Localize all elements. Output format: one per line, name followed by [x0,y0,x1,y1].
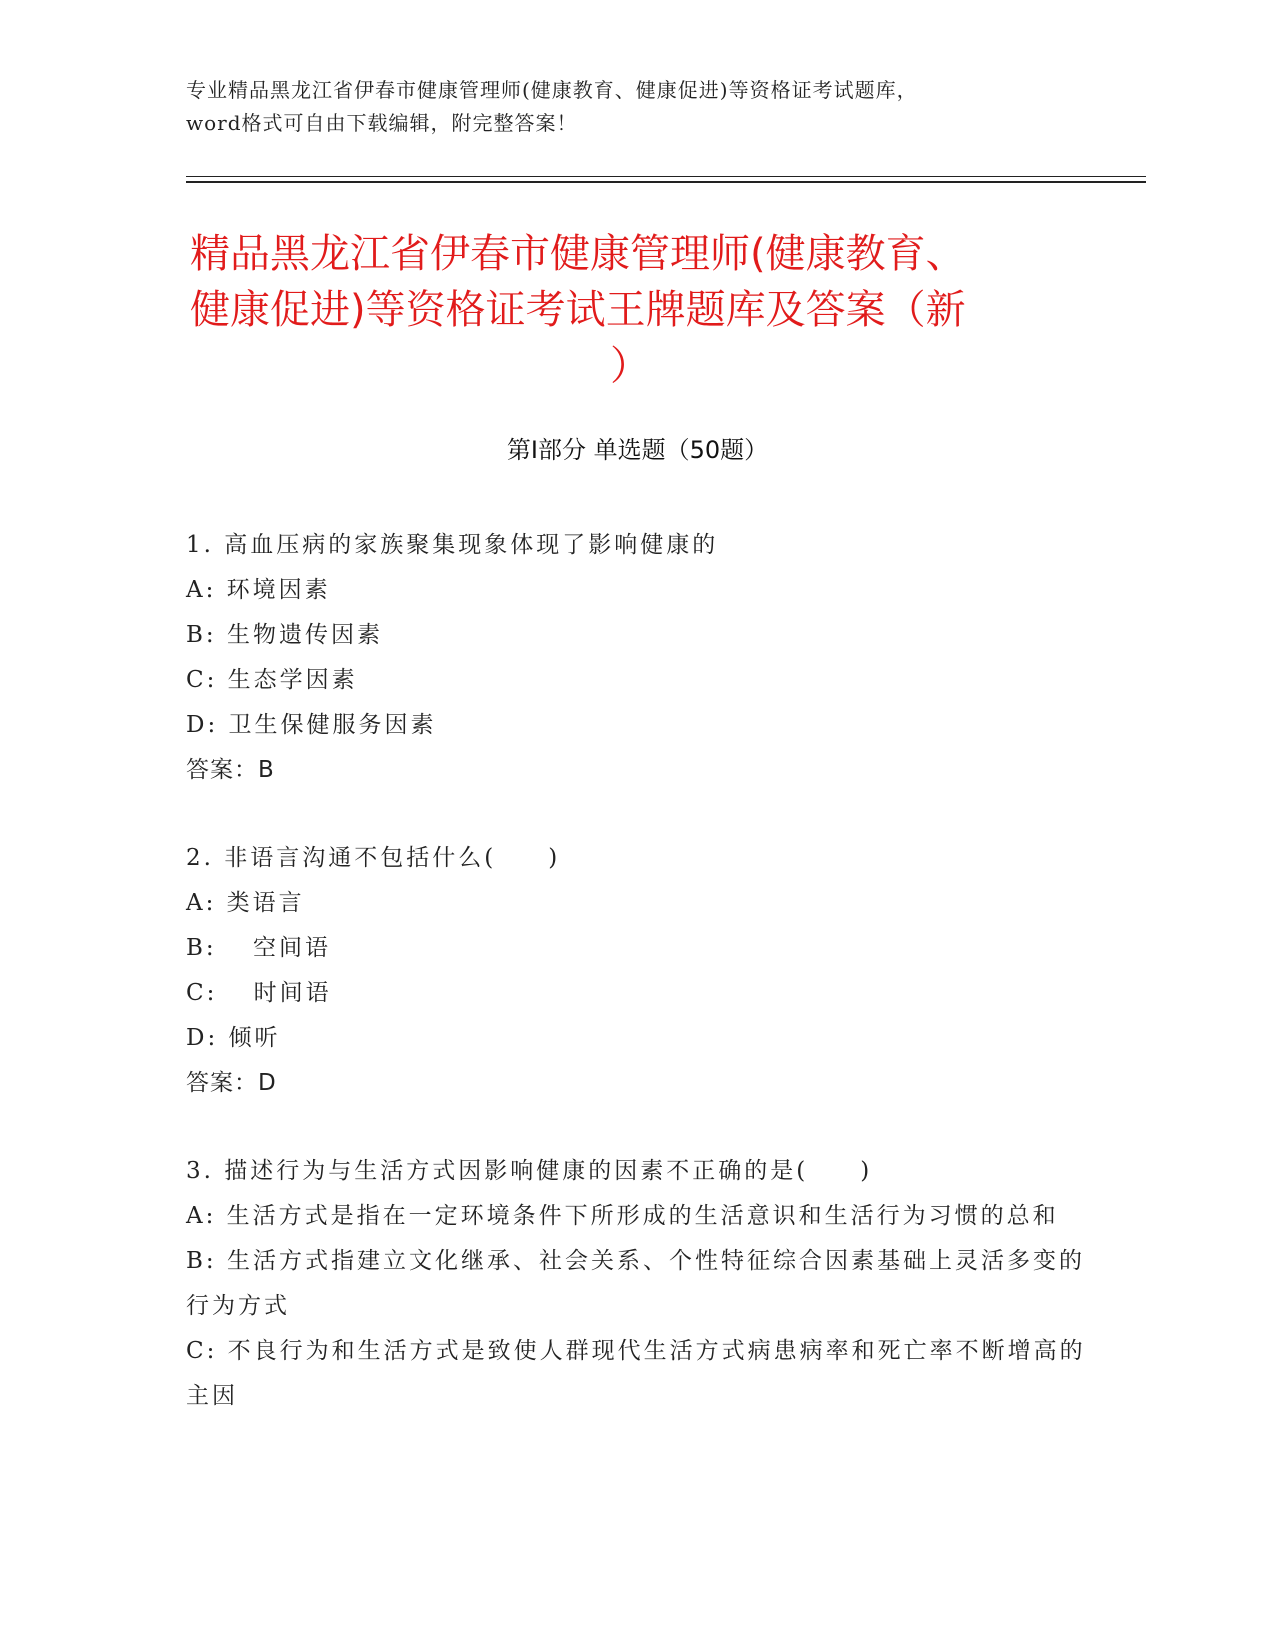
option-c: C: 时间语 [186,980,332,1006]
option-c: C: 不良行为和生活方式是致使人群现代生活方式病患病率和死亡率不断增高的主因 [186,1338,1086,1409]
question-stem: 1. 高血压病的家族聚集现象体现了影响健康的 [186,532,719,558]
document-title-line-2: 健康促进)等资格证考试王牌题库及答案（新 [190,287,966,333]
section-title: 第Ⅰ部分 单选题（50题） [506,436,769,464]
header-note-line-2: word格式可自由下载编辑，附完整答案！ [186,111,578,135]
option-a: A: 生活方式是指在一定环境条件下所形成的生活意识和生活行为习惯的总和 [186,1203,1059,1229]
header-divider-thick [186,181,1146,183]
header-note [186,74,1086,140]
question-2 [186,836,1086,1106]
answer: 答案：B [186,757,275,783]
document-title [190,226,1110,394]
question-3 [186,1149,1086,1419]
option-b: B: 空间语 [186,935,331,961]
option-b: B: 生活方式指建立文化继承、社会关系、个性特征综合因素基础上灵活多变的行为方式 [186,1248,1085,1319]
question-1 [186,523,1086,793]
header-divider-thin [186,176,1146,177]
question-list [186,523,1086,1462]
document-title-line-1: 精品黑龙江省伊春市健康管理师(健康教育、 [190,231,966,277]
document-title-line-3: ） [610,343,650,389]
answer: 答案：D [186,1070,277,1096]
question-stem: 2. 非语言沟通不包括什么( ) [186,845,561,871]
option-d: D: 卫生保健服务因素 [186,712,437,738]
option-a: A: 环境因素 [186,577,331,603]
option-a: A: 类语言 [186,890,305,916]
option-c: C: 生态学因素 [186,667,358,693]
question-stem: 3. 描述行为与生活方式因影响健康的因素不正确的是( ) [186,1158,873,1184]
header-note-line-1: 专业精品黑龙江省伊春市健康管理师(健康教育、健康促进)等资格证考试题库， [186,78,918,102]
option-d: D: 倾听 [186,1025,281,1051]
option-b: B: 生物遗传因素 [186,622,383,648]
